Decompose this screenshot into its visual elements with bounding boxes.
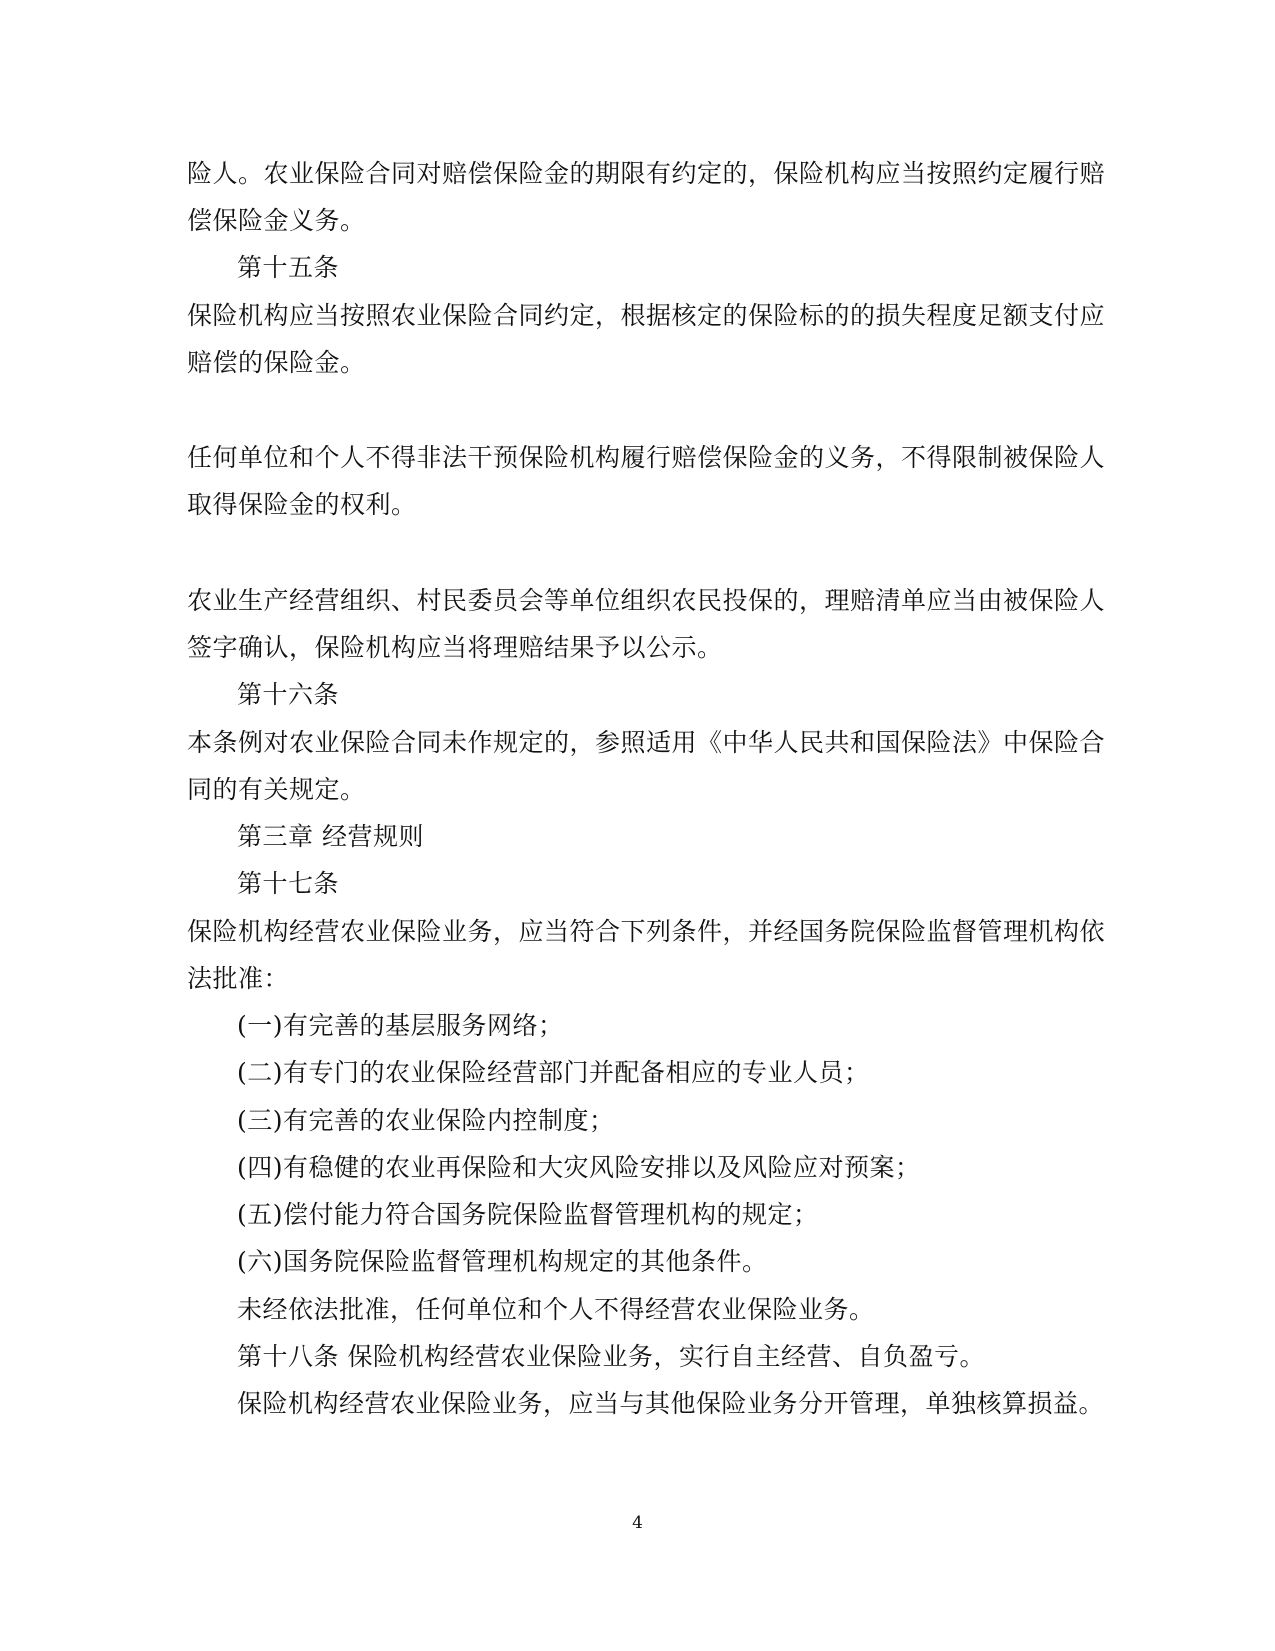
list-item: (二)有专门的农业保险经营部门并配备相应的专业人员； xyxy=(237,1058,870,1087)
list-item: (五)偿付能力符合国务院保险监督管理机构的规定； xyxy=(237,1200,819,1229)
body-line: 保险机构经营农业保险业务，应当符合下列条件，并经国务院保险监督管理机构依 xyxy=(187,917,1106,946)
chapter-heading: 第三章 经营规则 xyxy=(237,822,424,851)
body-line: 法批准： xyxy=(187,964,290,993)
body-line: 赔偿的保险金。 xyxy=(187,348,366,377)
body-line: 保险机构应当按照农业保险合同约定，根据核定的保险标的的损失程度足额支付应 xyxy=(187,301,1106,330)
article-heading: 第十八条 保险机构经营农业保险业务，实行自主经营、自负盈亏。 xyxy=(237,1342,985,1371)
list-item: (四)有稳健的农业再保险和大灾风险安排以及风险应对预案； xyxy=(237,1153,921,1182)
body-line: 同的有关规定。 xyxy=(187,775,366,804)
body-line: 险人。农业保险合同对赔偿保险金的期限有约定的，保险机构应当按照约定履行赔 xyxy=(187,159,1106,188)
body-line: 签字确认，保险机构应当将理赔结果予以公示。 xyxy=(187,633,723,662)
body-line: 本条例对农业保险合同未作规定的，参照适用《中华人民共和国保险法》中保险合 xyxy=(187,728,1106,757)
body-line: 任何单位和个人不得非法干预保险机构履行赔偿保险金的义务，不得限制被保险人 xyxy=(187,443,1106,472)
page-number: 4 xyxy=(632,1513,643,1533)
article-heading: 第十五条 xyxy=(237,253,340,282)
body-line: 偿保险金义务。 xyxy=(187,206,366,235)
article-heading: 第十七条 xyxy=(237,869,340,898)
body-line: 未经依法批准，任何单位和个人不得经营农业保险业务。 xyxy=(237,1295,875,1324)
body-line: 农业生产经营组织、村民委员会等单位组织农民投保的，理赔清单应当由被保险人 xyxy=(187,586,1106,615)
list-item: (六)国务院保险监督管理机构规定的其他条件。 xyxy=(237,1247,768,1276)
list-item: (一)有完善的基层服务网络； xyxy=(237,1011,564,1040)
list-item: (三)有完善的农业保险内控制度； xyxy=(237,1106,615,1135)
body-line: 取得保险金的权利。 xyxy=(187,490,417,519)
article-heading: 第十六条 xyxy=(237,680,340,709)
body-line: 保险机构经营农业保险业务，应当与其他保险业务分开管理，单独核算损益。 xyxy=(237,1389,1105,1418)
